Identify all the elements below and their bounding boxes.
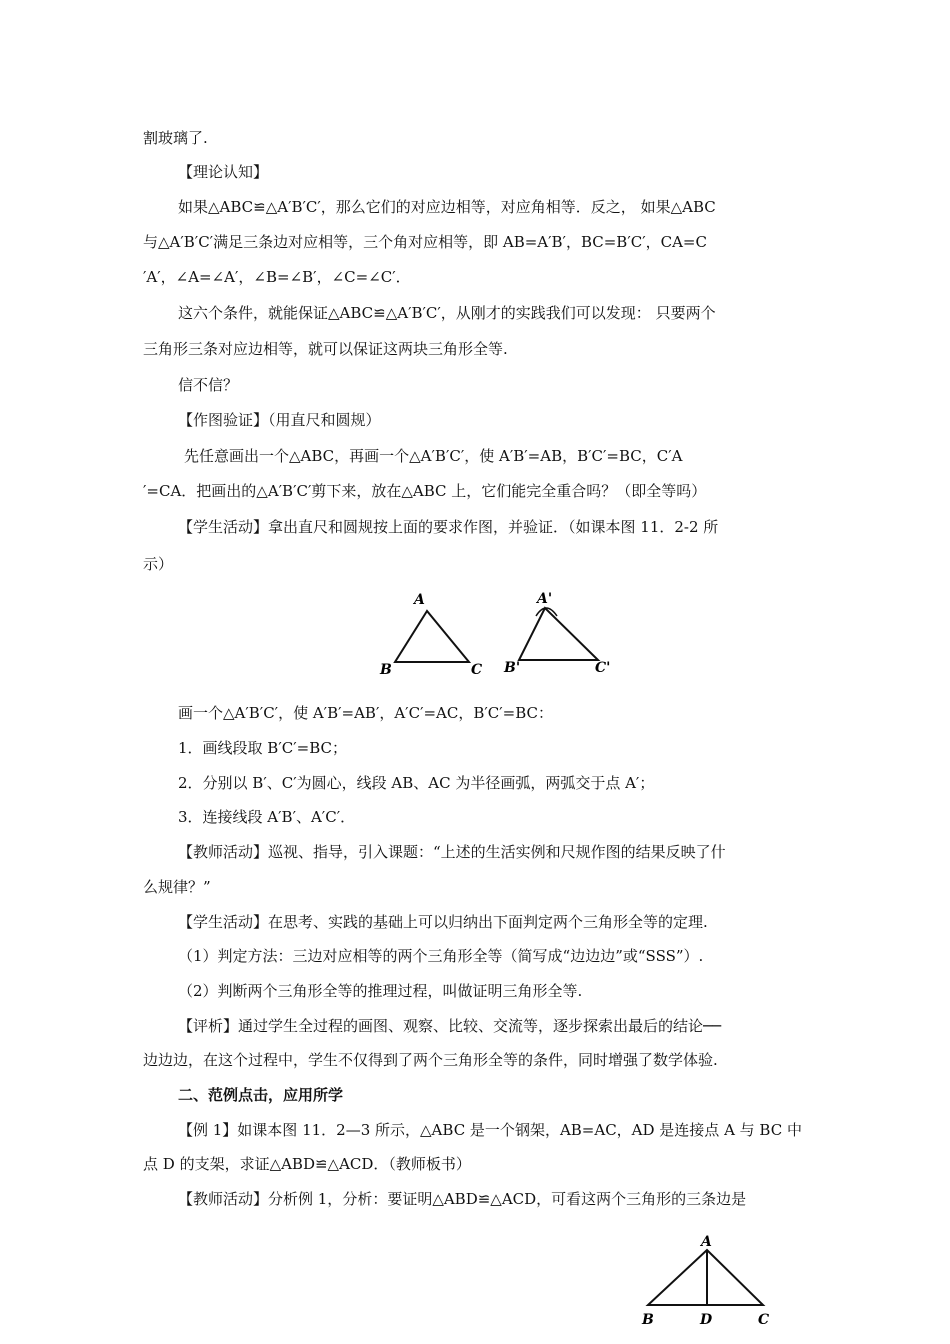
text-line: （2）判断两个三角形全等的推理过程，叫做证明三角形全等. <box>178 982 583 1000</box>
label-c: C <box>471 662 483 678</box>
text-line: 画一个△A′B′C′，使 A′B′=AB′，A′C′=AC，B′C′=BC： <box>178 704 554 722</box>
text-line: 点 D 的支架，求证△ABD≌△ACD．（教师板书） <box>143 1155 471 1173</box>
text-line: ′=CA．把画出的△A′B′C′剪下来，放在△ABC 上，它们能完全重合吗？（即全等吗） <box>143 482 707 500</box>
label-b: B <box>642 1312 654 1328</box>
label-b: B <box>380 662 392 678</box>
text-line: ′A′，∠A=∠A′，∠B=∠B′，∠C=∠C′． <box>143 268 411 286</box>
text-line: （1）判定方法：三边对应相等的两个三角形全等（简写成“边边边”或“SSS”）. <box>178 947 704 965</box>
text-line: 【学生活动】拿出直尺和圆规按上面的要求作图，并验证．（如课本图 11．2-2 所 <box>178 518 719 536</box>
text-line: 示） <box>143 555 174 573</box>
text-line: 1．画线段取 B′C′=BC； <box>178 739 347 757</box>
label-c-prime: C' <box>595 660 611 676</box>
label-a: A <box>701 1234 712 1250</box>
section-heading: 二、范例点击，应用所学 <box>178 1086 344 1104</box>
text-line: 2．分别以 B′、C′为圆心，线段 AB、AC 为半径画弧，两弧交于点 A′； <box>178 774 655 792</box>
text-line: 割玻璃了. <box>143 129 208 147</box>
triangle-abc <box>395 611 469 662</box>
text-line: 么规律？” <box>143 878 211 896</box>
text-line: 【例 1】如课本图 11．2—3 所示，△ABC 是一个钢架，AB=AC，AD 是连接点 A 与 BC 中 <box>178 1121 802 1139</box>
text-line: 【评析】通过学生全过程的画图、观察、比较、交流等，逐步探索出最后的结论── <box>178 1017 722 1035</box>
text-line: 3．连接线段 A′B′、A′C′． <box>178 808 356 826</box>
text-line: 这六个条件，就能保证△ABC≌△A′B′C′，从刚才的实践我们可以发现： 只要两个 <box>178 304 716 322</box>
text-line: 与△A′B′C′满足三条边对应相等，三个角对应相等，即 AB=A′B′，BC=B′C′，CA=C <box>143 233 707 251</box>
triangles-figure <box>370 580 640 690</box>
text-line: 如果△ABC≌△A′B′C′，那么它们的对应边相等，对应角相等．反之， 如果△ABC <box>178 198 716 216</box>
truss-figure <box>630 1232 780 1336</box>
section-heading: 【理论认知】 <box>178 163 269 181</box>
text-line: 先任意画出一个△ABC，再画一个△A′B′C′，使 A′B′=AB，B′C′=BC，C′A <box>184 447 683 465</box>
text-line: 【学生活动】在思考、实践的基础上可以归纳出下面判定两个三角形全等的定理. <box>178 913 708 931</box>
section-heading: 【作图验证】（用直尺和圆规） <box>178 411 381 429</box>
text-line: 【教师活动】分析例 1，分析：要证明△ABD≌△ACD，可看这两个三角形的三条边是 <box>178 1190 747 1208</box>
text-line: 信不信？ <box>178 376 239 394</box>
label-a-prime: A' <box>537 591 553 607</box>
label-c: C <box>758 1312 770 1328</box>
text-line: 【教师活动】巡视、指导，引入课题：“上述的生活实例和尺规作图的结果反映了什 <box>178 843 726 861</box>
text-line: 边边边，在这个过程中，学生不仅得到了两个三角形全等的条件，同时增强了数学体验. <box>143 1051 718 1069</box>
text-line: 三角形三条对应边相等，就可以保证这两块三角形全等. <box>143 340 508 358</box>
label-d: D <box>700 1312 713 1328</box>
triangle-a-prime <box>519 608 598 660</box>
label-a: A <box>414 592 425 608</box>
triangle-abc-truss <box>648 1250 763 1305</box>
label-b-prime: B' <box>504 660 521 676</box>
